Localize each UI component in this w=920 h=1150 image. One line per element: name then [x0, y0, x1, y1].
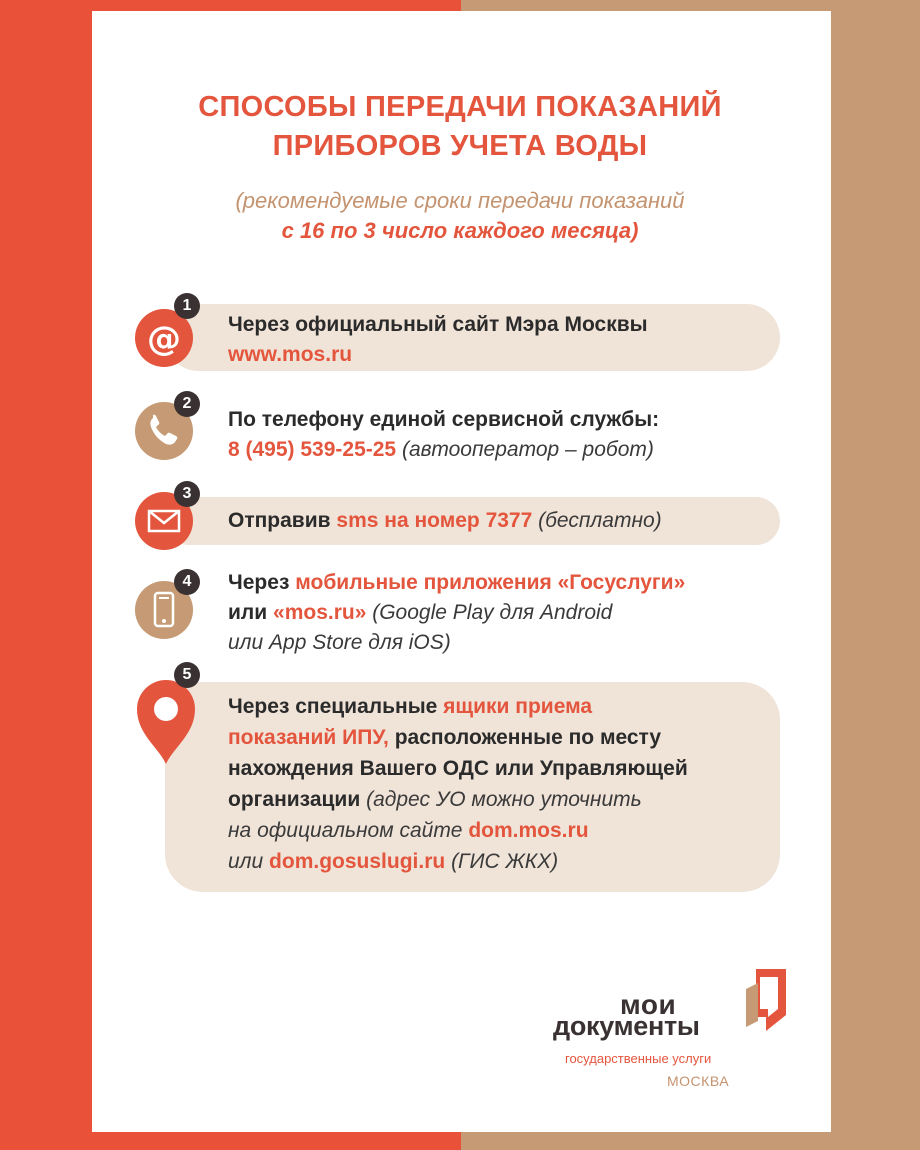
item-5-note-3: (ГИС ЖКХ) — [451, 850, 559, 873]
item-1-text — [228, 310, 648, 370]
step-badge-4: 4 — [174, 569, 200, 595]
subtitle-line-2: с 16 по 3 число каждого месяца) — [281, 218, 639, 243]
step-badge-3: 3 — [174, 481, 200, 507]
item-5-or: или — [228, 850, 264, 873]
map-pin-icon — [133, 676, 199, 768]
item-5-boxes-1: ящики приема — [443, 695, 593, 718]
logo-documents: документы — [553, 1011, 700, 1041]
title-line-2: ПРИБОРОВ УЧЕТА ВОДЫ — [272, 130, 648, 162]
sms-number: sms на номер 7377 — [336, 509, 533, 532]
item-3-text — [228, 506, 662, 536]
logo-gov-services: государственные услуги — [565, 1051, 712, 1066]
title-line-1: СПОСОБЫ ПЕРЕДАЧИ ПОКАЗАНИЙ — [198, 91, 722, 123]
phone-note: (автооператор – робот) — [401, 438, 654, 461]
poster-subtitle — [0, 186, 920, 246]
logo-moi: мои — [620, 989, 677, 1020]
item-4-or: или — [228, 601, 268, 624]
item-5-prefix: Через специальные — [228, 695, 438, 718]
item-4-text — [228, 568, 685, 658]
item-5-rest-3: организации — [228, 788, 361, 811]
subtitle-line-1: (рекомендуемые сроки передачи показаний — [235, 188, 685, 213]
phone-number[interactable]: 8 (495) 539-25-25 — [228, 438, 397, 461]
item-2-title: По телефону единой сервисной службы: — [228, 408, 660, 431]
item-4-note-2: или App Store для iOS) — [228, 631, 451, 654]
item-5-rest-1: расположенные по месту — [394, 726, 662, 749]
dom-gosuslugi-link[interactable]: dom.gosuslugi.ru — [269, 850, 446, 873]
mos-ru-link[interactable]: www.mos.ru — [228, 343, 353, 366]
step-badge-1: 1 — [174, 293, 200, 319]
item-2-text — [228, 405, 659, 465]
step-badge-2: 2 — [174, 391, 200, 417]
poster-title — [0, 88, 920, 166]
logo-city: МОСКВА — [667, 1073, 730, 1089]
item-4-prefix: Через — [228, 571, 290, 594]
item-5-rest-2: нахождения Вашего ОДС или Управляющей — [228, 757, 688, 780]
svg-text:@: @ — [147, 319, 181, 359]
item-4-note-1: (Google Play для Android — [372, 601, 613, 624]
logo-mark-icon — [736, 965, 794, 1035]
item-5-note-1: (адрес УО можно уточнить — [366, 788, 642, 811]
mos-ru-app: «mos.ru» — [273, 601, 367, 624]
item-5-note-2: на официальном сайте — [228, 819, 463, 842]
dom-mos-ru-link[interactable]: dom.mos.ru — [468, 819, 589, 842]
item-5-boxes-2: показаний ИПУ, — [228, 726, 389, 749]
item-5-text — [228, 691, 688, 877]
sms-note: (бесплатно) — [538, 509, 662, 532]
step-badge-5: 5 — [174, 662, 200, 688]
item-1-title: Через официальный сайт Мэра Москвы — [228, 313, 648, 336]
item-3-prefix: Отправив — [228, 509, 331, 532]
gosuslugi-app: мобильные приложения «Госуслуги» — [295, 571, 686, 594]
